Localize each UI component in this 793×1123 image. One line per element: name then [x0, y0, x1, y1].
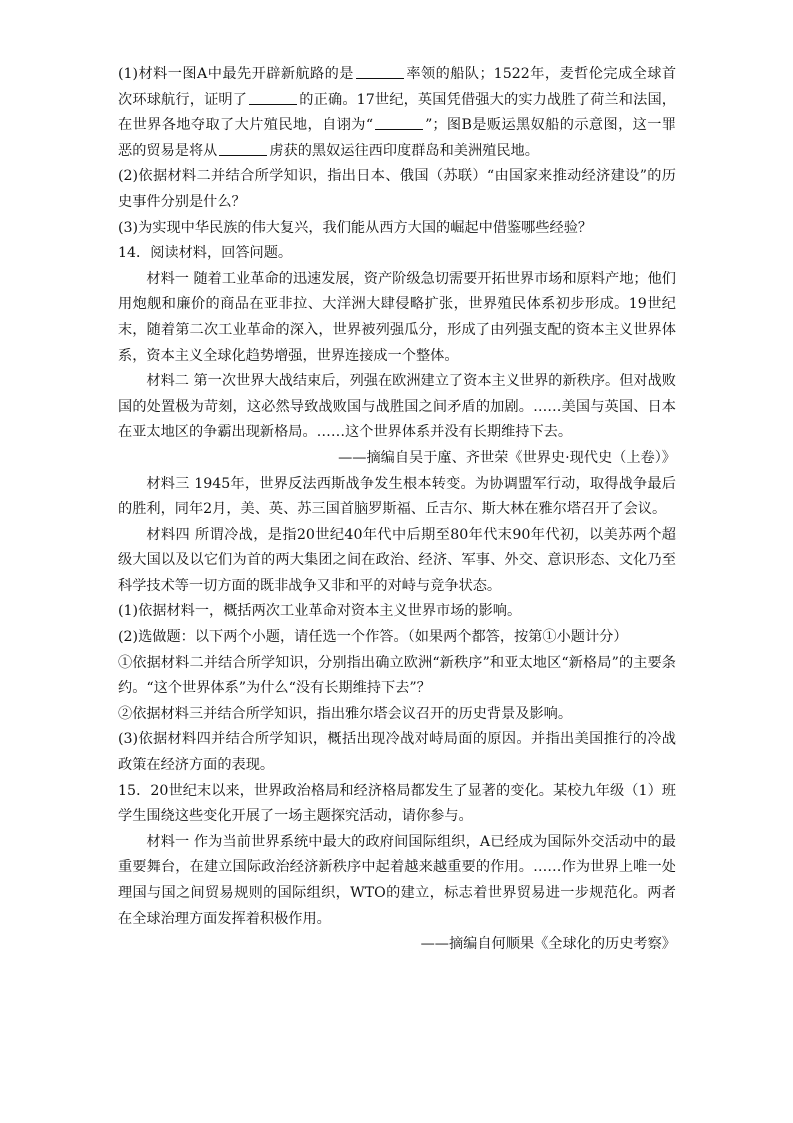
document-page — [118, 62, 676, 958]
answer-blank[interactable] — [249, 90, 297, 105]
q14-question-2-1: ①依据材料二并结合所学知识，分别指出确立欧洲“新秩序”和亚太地区“新格局”的主要条约。“这个世界体系”为什么“没有长期维持下去”？ — [118, 654, 676, 697]
q14-question-3: (3)依据材料四并结合所学知识，概括出现冷战对峙局面的原因。并指出美国推行的冷战政策在经济方面的表现。 — [118, 731, 676, 774]
q14-material-3: 材料三 1945年，世界反法西斯战争发生根本转变。为协调盟军行动，取得战争最后的胜利，同年2月，美、英、苏三国首脑罗斯福、丘吉尔、斯大林在雅尔塔召开了会议。 — [118, 475, 676, 518]
q13-part3: (3)为实现中华民族的伟大复兴，我们能从西方大国的崛起中借鉴哪些经验？ — [118, 219, 593, 236]
q14-question-2-2: ②依据材料三并结合所学知识，指出雅尔塔会议召开的历史背景及影响。 — [118, 705, 573, 722]
q15-heading: 15．20世纪末以来，世界政治格局和经济格局都发生了显著的变化。某校九年级（1）班学生围绕这些变化开展了一场主题探究活动，请你参与。 — [118, 782, 676, 825]
answer-blank[interactable] — [219, 141, 267, 156]
q14-question-1: (1)依据材料一，概括两次工业革命对资本主义世界市场的影响。 — [118, 603, 522, 620]
q14-material-2: 材料二 第一次世界大战结束后，列强在欧洲建立了资本主义世界的新秩序。但对战败国的处置极为苛刻，这必然导致战败国与战胜国之间矛盾的加剧。……美国与英国、日本在亚太地区的争霸出现新格局。……这个世界体系并没有长期维持下去。 — [118, 373, 676, 441]
q14-source: ——摘编自吴于廑、齐世荣《世界史·现代史（上卷）》 — [338, 449, 676, 466]
answer-blank[interactable] — [375, 115, 423, 130]
q14-question-2: (2)选做题：以下两个小题，请任选一个作答。（如果两个都答，按第①小题计分） — [118, 629, 628, 646]
answer-blank[interactable] — [356, 64, 404, 79]
q15-material-1: 材料一 作为当前世界系统中最大的政府间国际组织，A已经成为国际外交活动中的最重要舞台，在建立国际政治经济新秩序中起着越来越重要的作用。……作为世界上唯一处理国与国之间贸易规则的国际组织，WTO的建立，标志着世界贸易进一步规范化。两者在全球治理方面发挥着积极作用。 — [118, 833, 676, 927]
q15-source: ——摘编自何顺果《全球化的历史考察》 — [420, 936, 676, 953]
q13-part2: (2)依据材料二并结合所学知识，指出日本、俄国（苏联）“由国家来推动经济建设”的历史事件分别是什么？ — [118, 168, 676, 210]
q14-heading: 14．阅读材料，回答问题。 — [118, 245, 293, 262]
q13-part1: (1)材料一图A中最先开辟新航路的是 率领的船队；1522年，麦哲伦完成全球首次环球航行，证明了 的正确。17世纪，英国凭借强大的实力战胜了荷兰和法国，在世界各地夺取了大片殖民地，自诩为“ ”；图B是贩运黑奴船的示意图，这一罪恶的贸易是将从 虏获的黑奴运往西印度群岛和美洲殖民地。 — [118, 66, 677, 159]
q14-material-1: 材料一 随着工业革命的迅速发展，资产阶级急切需要开拓世界市场和原料产地；他们用炮舰和廉价的商品在亚非拉、大洋洲大肆侵略扩张，世界殖民体系初步形成。19世纪末，随着第二次工业革命的深入，世界被列强瓜分，形成了由列强支配的资本主义世界体系，资本主义全球化趋势增强，世界连接成一个整体。 — [118, 270, 676, 364]
q14-material-4: 材料四 所谓冷战，是指20世纪40年代中后期至80年代末90年代初，以美苏两个超级大国以及以它们为首的两大集团之间在政治、经济、军事、外交、意识形态、文化乃至科学技术等一切方面的既非战争又非和平的对峙与竞争状态。 — [118, 526, 676, 594]
